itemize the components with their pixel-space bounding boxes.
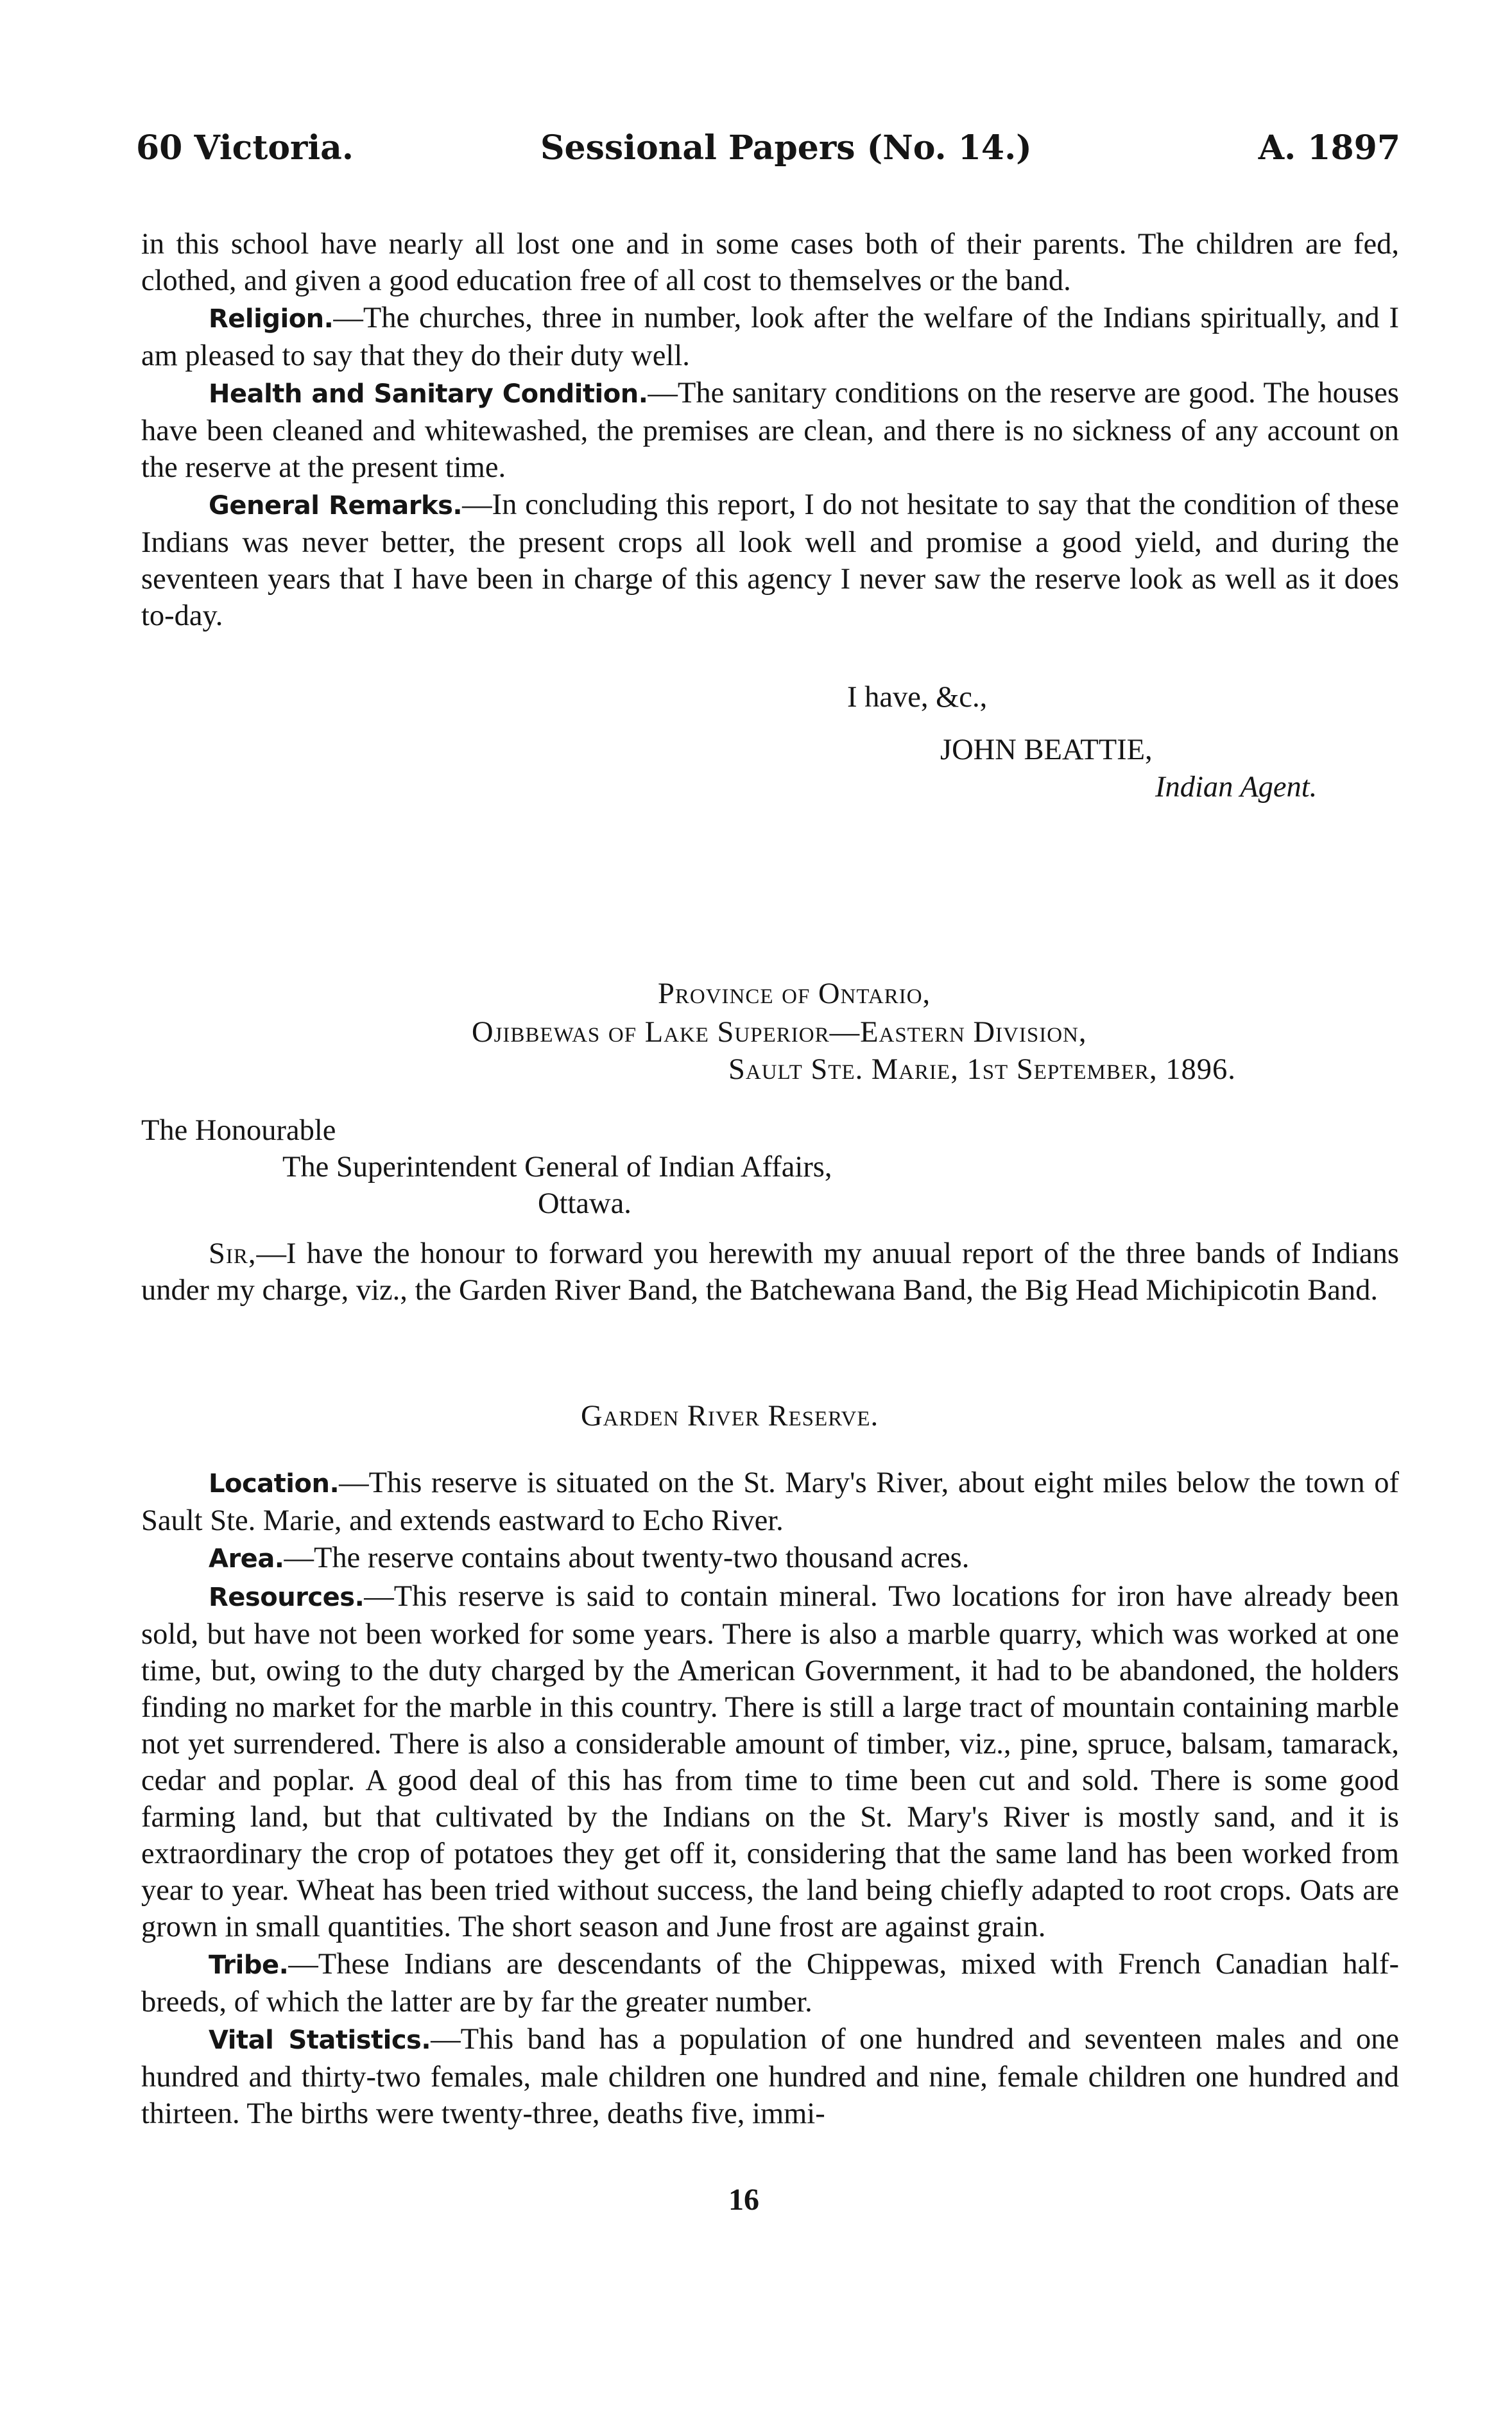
heading-remarks: General Remarks. <box>209 491 463 520</box>
paragraph-intro: Sir,—I have the honour to forward you herewith my anuual report of the three bands of Indians under my charge, viz., the Garden River Band, the Batchewana Band, the Big Head Michipicotin Band. <box>141 1237 1399 1307</box>
body-section-1 <box>141 226 1399 634</box>
salutation-sir: Sir, <box>209 1237 257 1270</box>
body-section-2 <box>141 1465 1399 2132</box>
signer-name: JOHN BEATTIE, <box>940 734 1153 766</box>
paragraph-remarks: General Remarks.—In concluding this report, I do not hesitate to say that the condition of these Indians was never better, the present crops all look well and promise a good yield, and during the seventeen years that I have been in charge of this agency I never saw the reserve look as well as it does to-day. <box>141 488 1399 632</box>
page-number: 16 <box>728 2183 759 2217</box>
heading-resources: Resources. <box>209 1583 365 1612</box>
address-line-2: The Superintendent General of Indian Affairs, <box>282 1151 832 1183</box>
paragraph-area: Area.—The reserve contains about twenty-two thousand acres. <box>209 1542 970 1574</box>
letter-intro <box>141 1235 1399 1309</box>
heading-health: Health and Sanitary Condition. <box>209 379 648 409</box>
header-year: A. 1897 <box>1258 128 1400 168</box>
running-header <box>136 128 1400 180</box>
heading-vital-statistics: Vital Statistics. <box>209 2026 431 2055</box>
address-line-1: The Honourable <box>141 1114 336 1147</box>
paragraph-vital-statistics: Vital Statistics.—This band has a population of one hundred and seventeen males and one hundred and thirty-two females, male children one hundred and nine, female children one hundred and thirteen. The births were twenty-three, deaths five, immi- <box>141 2023 1400 2130</box>
heading-area: Area. <box>209 1544 284 1574</box>
division-line: Ojibbewas of Lake Superior—Eastern Division, <box>472 1016 1087 1049</box>
section-title: Garden River Reserve. <box>581 1400 879 1432</box>
heading-religion: Religion. <box>209 304 334 334</box>
paragraph-tribe: Tribe.—These Indians are descendants of the Chippewas, mixed with French Canadian half-breeds, of which the latter are by far the greater number. <box>141 1948 1399 2018</box>
paragraph-resources: Resources.—This reserve is said to contain mineral. Two locations for iron have already been sold, but have not been worked for some years. There is also a marble quarry, which was worked at one time, but, owing to the duty charged by the American Government, it had to be abandoned, the holders finding no market for the marble in this country. There is still a large tract of mountain containing marble not yet surrendered. There is also a considerable amount of timber, viz., pine, spruce, balsam, tamarack, cedar and poplar. A good deal of this has from time to time been cut and sold. There is some good farming land, but that cultivated by the Indians on the St. Mary's River is mostly sand, and it is extraordinary the crop of potatoes they get off it, considering that the same land has been worked from year to year. Wheat has been tried without success, the land being chiefly adapted to root crops. Oats are grown in small quantities. The short season and June frost are against grain. <box>141 1580 1399 1943</box>
province-line: Province of Ontario, <box>658 977 931 1010</box>
paragraph-religion: Religion.—The churches, three in number, look after the welfare of the Indians spiritually, and I am pleased to say that they do their duty well. <box>141 302 1399 372</box>
paragraph-location: Location.—This reserve is situated on the St. Mary's River, about eight miles below the town of Sault Ste. Marie, and extends eastward to Echo River. <box>141 1467 1399 1537</box>
paragraph-health: Health and Sanitary Condition.—The sanitary conditions on the reserve are good. The houses have been cleaned and whitewashed, the premises are clean, and there is no sickness of any account on the reserve at the present time. <box>141 377 1399 484</box>
header-session: 60 Victoria. <box>136 128 354 168</box>
place-date-line: Sault Ste. Marie, 1st September, 1896. <box>728 1053 1236 1086</box>
header-title: Sessional Papers (No. 14.) <box>540 128 1032 168</box>
signer-title: Indian Agent. <box>1155 771 1318 804</box>
heading-tribe: Tribe. <box>209 1950 289 1980</box>
closing-salutation: I have, &c., <box>847 681 988 714</box>
address-line-3: Ottawa. <box>538 1187 631 1220</box>
paragraph-continued: in this school have nearly all lost one and in some cases both of their parents. The children are fed, clothed, and given a good education free of all cost to themselves or the band. <box>141 228 1399 297</box>
heading-location: Location. <box>209 1469 339 1499</box>
